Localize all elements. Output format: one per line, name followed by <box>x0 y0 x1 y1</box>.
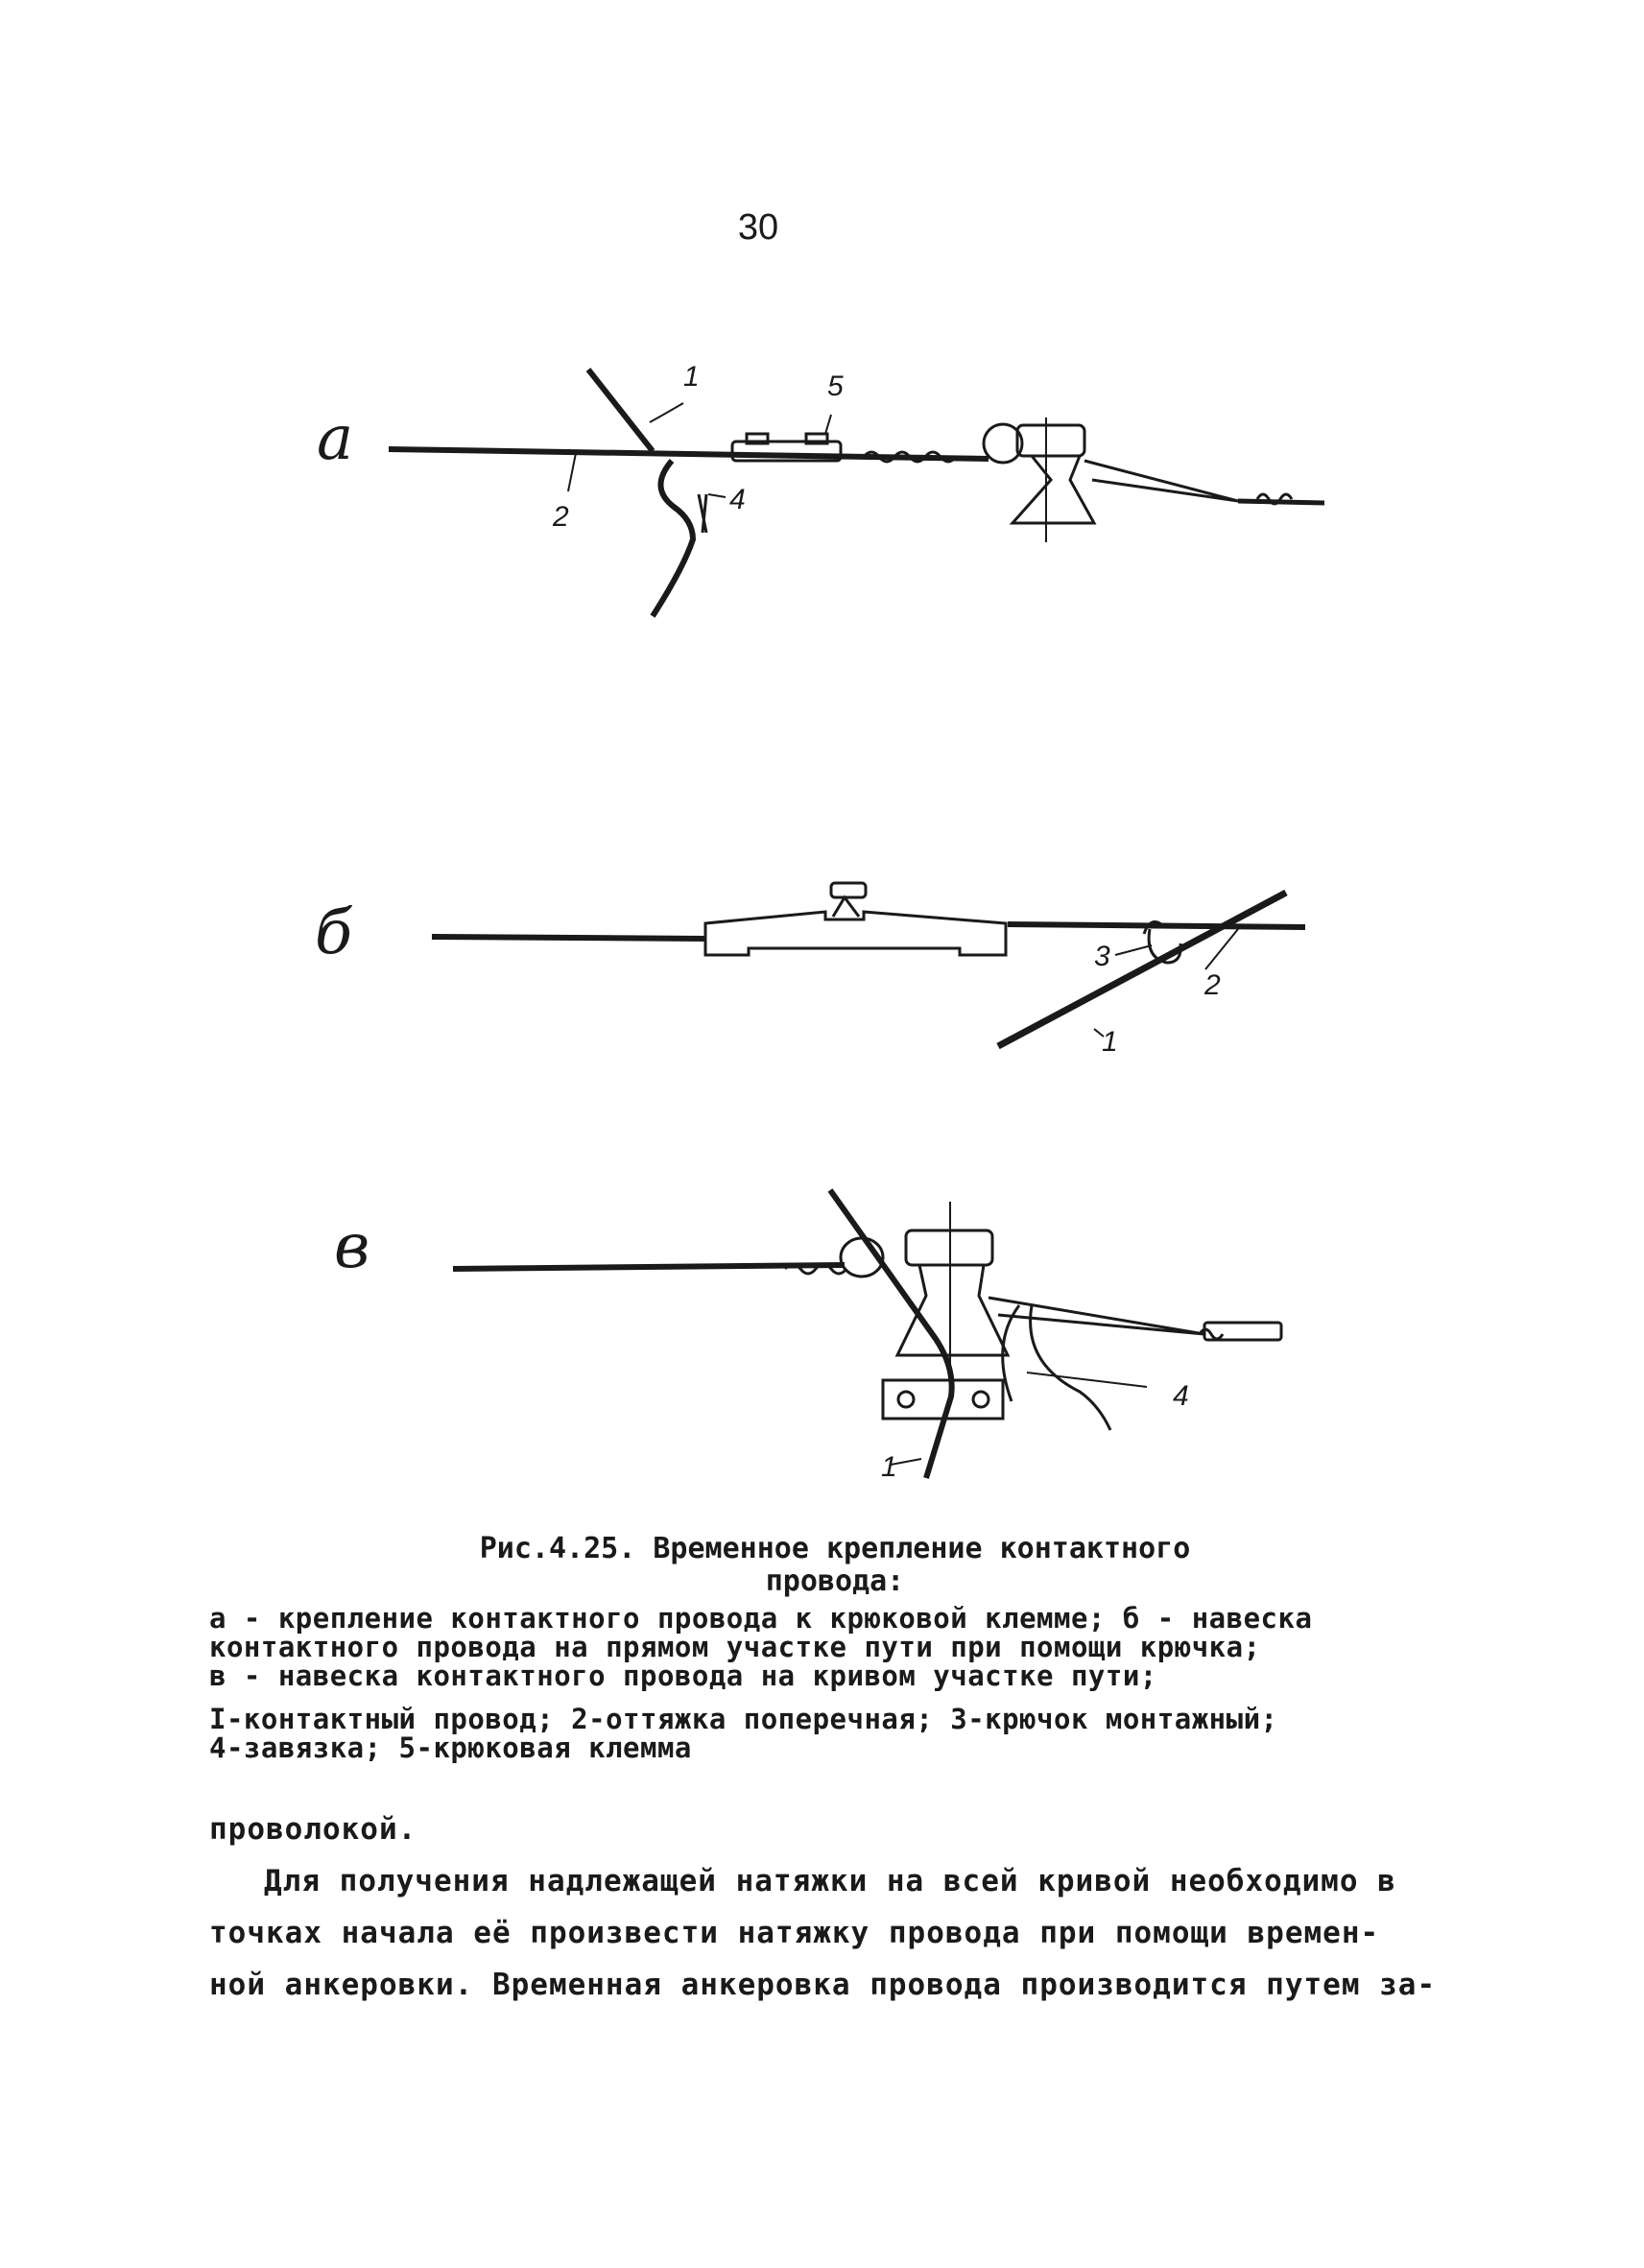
callout-b-2: 2 <box>1204 969 1221 1001</box>
caption-line: контактного провода на прямом участке пути при помощи крючка; <box>209 1631 1261 1663</box>
callout-a-1: 1 <box>683 361 700 393</box>
callout-b-3: 3 <box>1094 941 1110 972</box>
figure-panel-v-letter: в <box>334 1211 370 1282</box>
caption-line: в - навеска контактного провода на кривом участке пути; <box>209 1659 1157 1692</box>
callout-b-1: 1 <box>1102 1026 1118 1058</box>
figure-panel-v-drawing <box>0 1181 1644 1497</box>
figure-panel-a-drawing <box>0 355 1644 605</box>
body-text-line: ной анкеровки. Временная анкеровка провода производится путем за- <box>209 1968 1437 2002</box>
body-text-line: проволокой. <box>209 1812 417 1847</box>
body-text-line: Для получения надлежащей натяжки на всей кривой необходимо в <box>264 1864 1396 1898</box>
figure-panel-a-letter: а <box>317 403 354 474</box>
figure-panel-b-letter: б <box>315 897 353 968</box>
callout-v-4: 4 <box>1173 1380 1189 1412</box>
figure-panel-b-drawing <box>0 864 1644 1075</box>
caption-title-line-2: провода: <box>765 1564 905 1598</box>
caption-line: 4-завязка; 5-крюковая клемма <box>209 1731 692 1764</box>
callout-a-4: 4 <box>729 484 746 515</box>
body-text-line: точках начала её произвести натяжку провода при помощи времен- <box>209 1916 1380 1950</box>
caption-title-line-1: Рис.4.25. Временное крепление контактного <box>479 1532 1191 1565</box>
page-number: 30 <box>737 207 779 248</box>
caption-line: а - крепление контактного провода к крюковой клемме; б - навеска <box>209 1602 1313 1635</box>
caption-line: I-контактный провод; 2-оттяжка поперечная; 3-крючок монтажный; <box>209 1703 1278 1735</box>
callout-v-1: 1 <box>881 1451 897 1483</box>
callout-a-5: 5 <box>827 370 844 402</box>
callout-a-2: 2 <box>553 501 569 533</box>
figure-caption-title <box>451 1533 1219 1598</box>
